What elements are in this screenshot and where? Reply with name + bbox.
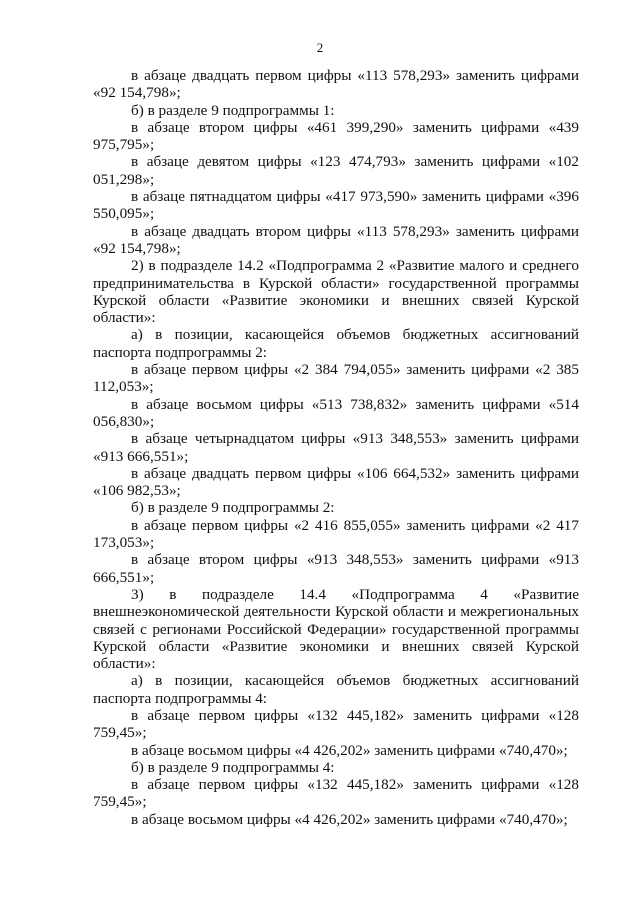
paragraph: в абзаце первом цифры «132 445,182» заменить цифрами «128 759,45»;	[93, 706, 579, 742]
paragraph: в абзаце четырнадцатом цифры «913 348,553» заменить цифрами «913 666,551»;	[93, 430, 579, 465]
document-body	[93, 67, 579, 828]
paragraph: в абзаце восьмом цифры «513 738,832» заменить цифрами «514 056,830»;	[93, 395, 579, 430]
paragraph: в абзаце восьмом цифры «4 426,202» заменить цифрами «740,470»;	[131, 810, 568, 828]
paragraph: 3) в подразделе 14.4 «Подпрограмма 4 «Развитие внешнеэкономической деятельности Курской области и межрегиональных связей с регионами Российской Федерации» государственной программы Курской области «Развитие экономики и внешних связей Курской области»:	[93, 585, 579, 673]
paragraph: в абзаце втором цифры «461 399,290» заменить цифрами «439 975,795»;	[93, 118, 579, 154]
paragraph: 2) в подразделе 14.2 «Подпрограмма 2 «Развитие малого и среднего предпринимательства в Курской области» государственной программы Курской области «Развитие экономики и внешних связей Курской области»:	[93, 257, 579, 327]
paragraph: в абзаце двадцать первом цифры «113 578,293» заменить цифрами «92 154,798»;	[93, 67, 579, 102]
paragraph: а) в позиции, касающейся объемов бюджетных ассигнований паспорта подпрограммы 2:	[93, 326, 579, 361]
paragraph: в абзаце двадцать втором цифры «113 578,293» заменить цифрами «92 154,798»;	[93, 222, 579, 257]
paragraph: б) в разделе 9 подпрограммы 2:	[131, 499, 335, 517]
paragraph: в абзаце втором цифры «913 348,553» заменить цифрами «913 666,551»;	[93, 551, 579, 586]
paragraph: в абзаце восьмом цифры «4 426,202» заменить цифрами «740,470»;	[131, 741, 568, 759]
page-number: 2	[316, 40, 324, 55]
paragraph: в абзаце двадцать первом цифры «106 664,532» заменить цифрами «106 982,53»;	[93, 464, 579, 500]
paragraph: а) в позиции, касающейся объемов бюджетных ассигнований паспорта подпрограммы 4:	[93, 672, 579, 707]
paragraph: б) в разделе 9 подпрограммы 4:	[131, 758, 335, 776]
paragraph: в абзаце первом цифры «2 384 794,055» заменить цифрами «2 385 112,053»;	[93, 361, 579, 396]
paragraph: в абзаце пятнадцатом цифры «417 973,590» заменить цифрами «396 550,095»;	[93, 188, 579, 223]
paragraph: в абзаце первом цифры «132 445,182» заменить цифрами «128 759,45»;	[93, 776, 579, 811]
paragraph: б) в разделе 9 подпрограммы 1:	[131, 101, 335, 119]
paragraph: в абзаце девятом цифры «123 474,793» заменить цифрами «102 051,298»;	[93, 153, 579, 188]
paragraph: в абзаце первом цифры «2 416 855,055» заменить цифрами «2 417 173,053»;	[93, 516, 579, 552]
